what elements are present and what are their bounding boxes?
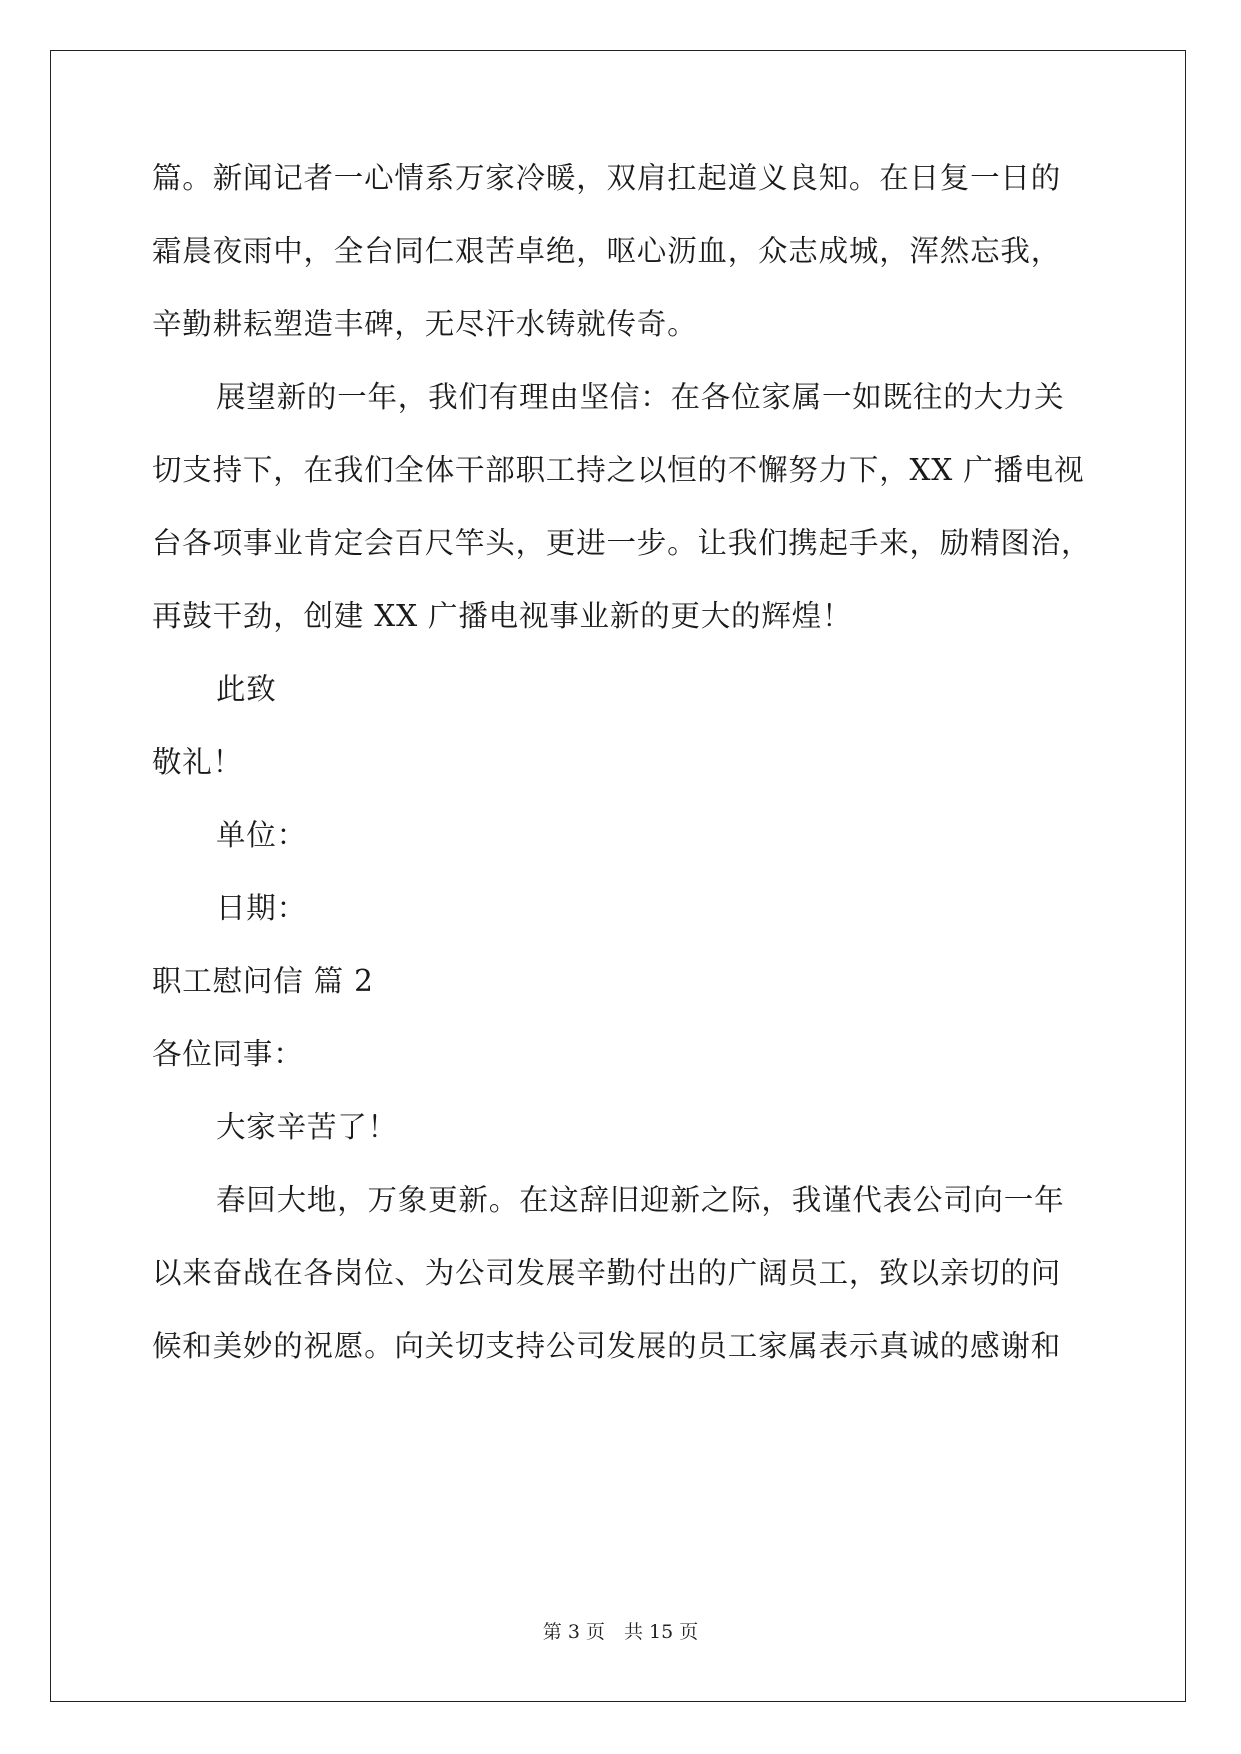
- closing-regards: 敬礼！: [152, 745, 243, 779]
- text-line: 辛勤耕耘塑造丰碑，无尽汗水铸就传奇。: [152, 307, 698, 341]
- text-line: 切支持下，在我们全体干部职工持之以恒的不懈努力下，XX 广播电视: [152, 453, 1085, 487]
- unit-label: 单位：: [216, 818, 307, 852]
- text-line: 展望新的一年，我们有理由坚信：在各位家属一如既往的大力关: [216, 380, 1065, 414]
- closing-salutation: 此致: [216, 672, 277, 706]
- text-line: 再鼓干劲，创建 XX 广播电视事业新的更大的辉煌！: [152, 599, 853, 633]
- text-line: 候和美妙的祝愿。向关切支持公司发展的员工家属表示真诚的感谢和: [152, 1329, 1062, 1363]
- text-line: 以来奋战在各岗位、为公司发展辛勤付出的广阔员工，致以亲切的问: [152, 1256, 1062, 1290]
- text-line: 大家辛苦了！: [216, 1110, 398, 1144]
- section-title: 职工慰问信 篇 2: [152, 964, 374, 998]
- document-body: [152, 158, 1092, 1399]
- text-line: 春回大地，万象更新。在这辞旧迎新之际，我谨代表公司向一年: [216, 1183, 1065, 1217]
- date-label: 日期：: [216, 891, 307, 925]
- text-line: 台各项事业肯定会百尺竿头，更进一步。让我们携起手来，励精图治，: [152, 526, 1092, 560]
- text-line: 篇。新闻记者一心情系万家冷暖，双肩扛起道义良知。在日复一日的: [152, 161, 1062, 195]
- page-number: 第 3 页 共 15 页: [542, 1621, 699, 1643]
- text-line: 霜晨夜雨中，全台同仁艰苦卓绝，呕心沥血，众志成城，浑然忘我，: [152, 234, 1062, 268]
- greeting: 各位同事：: [152, 1037, 304, 1071]
